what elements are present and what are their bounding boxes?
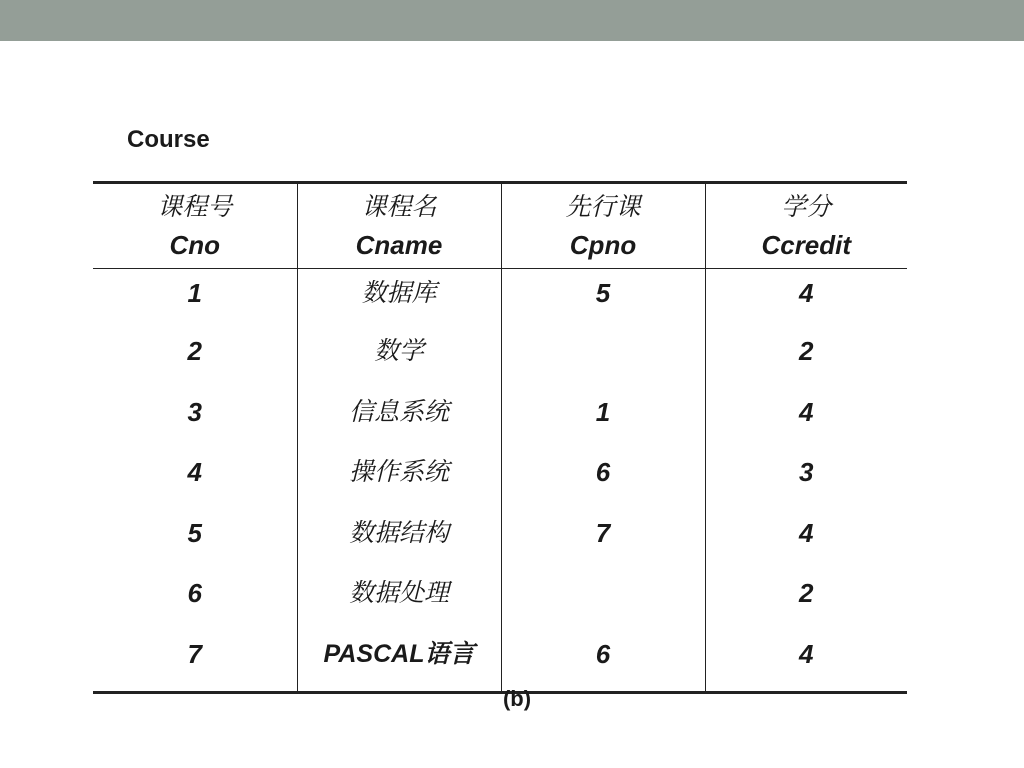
ccredit-cell: 2 xyxy=(705,571,907,632)
table-header xyxy=(93,183,907,269)
cpno-cell xyxy=(501,329,705,390)
table-row xyxy=(93,329,907,390)
table-row xyxy=(93,632,907,693)
cname-cell: 数据结构 xyxy=(297,511,501,572)
cpno-cell: 6 xyxy=(501,450,705,511)
cno-cell: 4 xyxy=(187,457,202,487)
cname-cell: 数据处理 xyxy=(297,571,501,632)
ccredit-cell: 2 xyxy=(705,329,907,390)
cno-cell: 3 xyxy=(187,396,202,427)
cpno-cell: 5 xyxy=(501,269,705,330)
column-header-cpno xyxy=(501,183,705,269)
table-row xyxy=(93,571,907,632)
table-title: Course xyxy=(127,126,210,153)
column-header-cn-label: 课程号 xyxy=(157,192,233,221)
column-header-cname xyxy=(297,183,501,269)
cname-cell: 信息系统 xyxy=(297,390,501,451)
course-table xyxy=(93,181,907,694)
cpno-cell: 1 xyxy=(501,390,705,451)
cno-cell: 6 xyxy=(187,578,202,608)
column-header-en-label: Cpno xyxy=(569,230,637,260)
column-header-en-label: Cno xyxy=(169,230,221,260)
ccredit-cell: 3 xyxy=(705,450,907,511)
column-header-cno xyxy=(93,183,297,269)
cno-cell: 2 xyxy=(187,336,202,366)
cname-cell: 数据库 xyxy=(297,269,501,330)
cpno-cell xyxy=(501,571,705,632)
table-row xyxy=(93,390,907,451)
cno-cell: 5 xyxy=(187,517,202,548)
column-header-en-label: Cname xyxy=(355,230,443,260)
column-header-cn-label: 学分 xyxy=(781,192,832,221)
column-header-cn-label: 先行课 xyxy=(565,192,641,221)
ccredit-cell: 4 xyxy=(705,511,907,572)
table-row xyxy=(93,511,907,572)
column-header-en-label: Ccredit xyxy=(761,230,852,260)
cname-cell: 操作系统 xyxy=(297,450,501,511)
table-caption: (b) xyxy=(502,686,532,711)
table-row xyxy=(93,269,907,330)
ccredit-cell: 4 xyxy=(705,390,907,451)
cno-cell: 7 xyxy=(93,632,297,693)
ccredit-cell: 4 xyxy=(705,632,907,693)
cpno-cell: 6 xyxy=(501,632,705,693)
column-header-ccredit xyxy=(705,183,907,269)
cno-cell: 1 xyxy=(187,278,202,308)
cname-cell: 数学 xyxy=(297,329,501,390)
column-header-cn-label: 课程名 xyxy=(361,192,437,221)
slide-header-bar xyxy=(0,0,1024,41)
ccredit-cell: 4 xyxy=(705,269,907,330)
table-body xyxy=(93,269,907,693)
cpno-cell: 7 xyxy=(501,511,705,572)
table-row xyxy=(93,450,907,511)
header-row xyxy=(93,183,907,269)
cname-cell: PASCAL语言 xyxy=(297,632,501,693)
